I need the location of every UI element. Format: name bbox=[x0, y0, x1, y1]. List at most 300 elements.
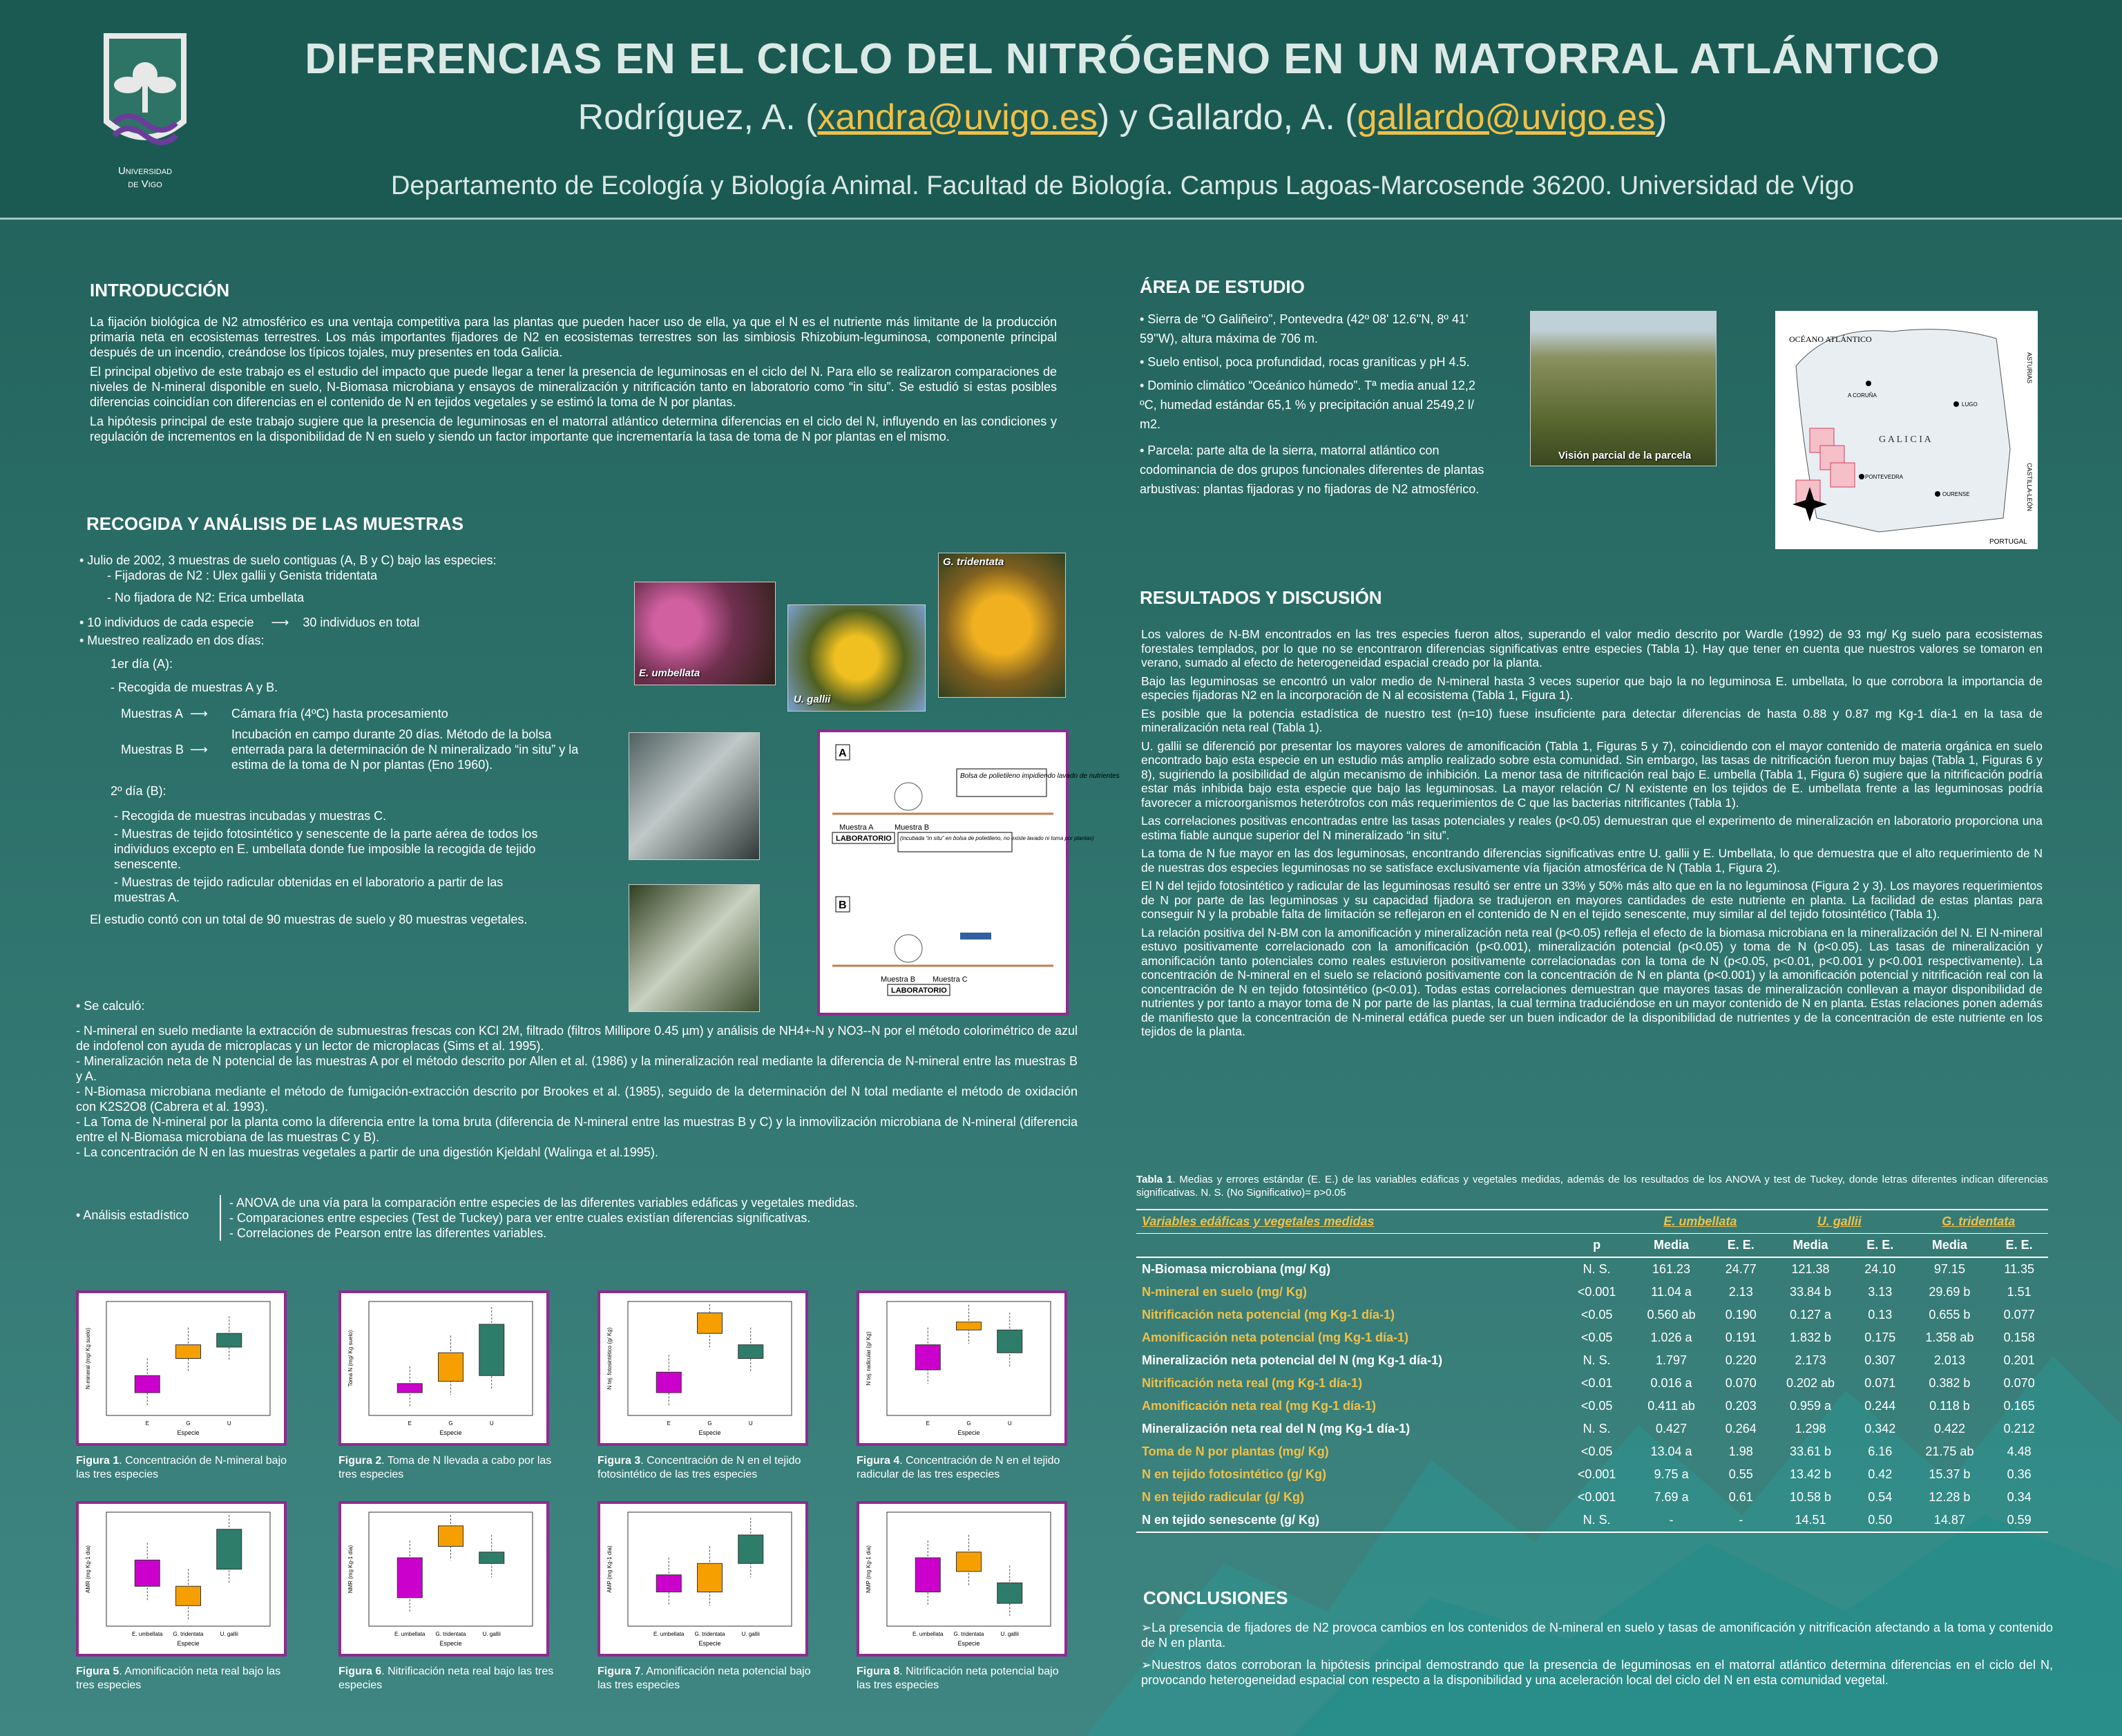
photo-bag-sample bbox=[629, 732, 760, 860]
area-b4: • Parcela: parte alta de la sierra, matorral atlántico con codominancia de dos grupos funcionales diferentes de plantas arbustivas: plantas fijadoras y no fijadoras de N2 atmosférico. bbox=[1140, 443, 1484, 496]
x-axis-label: Especie bbox=[698, 1429, 721, 1436]
map-asturias: ASTURIAS bbox=[2026, 352, 2033, 384]
table-row-label: Amonificación neta real (mg Kg-1 día-1) bbox=[1142, 1399, 1377, 1413]
x-tick-label: G. tridentata bbox=[173, 1631, 204, 1637]
university-logo bbox=[97, 19, 193, 158]
results-p1: Los valores de N-BM encontrados en las tres especies fueron altos, superando el valor medio descrito por Wardle (1992) de 93 mg/ Kg suelo para ecosistemas forestales templados, por lo que no se encontraron diferencias significativas entre especies (Tabla 1). Hay que tener en cuenta que nuestros valores se tomaron en verano, sumado al efecto de heterogeneidad espacial creado por la planta. bbox=[1141, 627, 2043, 669]
table-h-g: G. tridentata bbox=[1942, 1214, 2016, 1228]
box-2 bbox=[997, 1330, 1022, 1353]
boxplot-6 bbox=[341, 1504, 546, 1654]
map-ourense: OURENSE bbox=[1942, 491, 1970, 497]
table-row-label: N-Biomasa microbiana (mg/ Kg) bbox=[1142, 1262, 1331, 1276]
table-row-label: Amonificación neta potencial (mg Kg-1 día-1) bbox=[1142, 1330, 1409, 1344]
table-cell: 2.13 bbox=[1728, 1285, 1753, 1299]
results-p4: U. gallii se diferenció por presentar los mayores valores de amonificación (Tabla 1, Figuras 5 y 7), coincidiendo con el mayor contenido de materia orgánica en suelo encontrado bajo esta especie en un estudio más amplio realizado sobre esta comunidad. Sin embargo, las tasas de nitrificación fueron muy bajas (Tabla 1, Figuras 6 y 8), sugiriendo la posibilidad de algún mecanismo de inhibición. La menor tasa de nitrificación real bajo E. umbella (Tabla 1, Figura 6) sugiere que la nitrificación podría estar más inhibida bajo esta especie que bajo las leguminosas. La mayor relación C/ N existente en los tejidos de E. umbellata frente a las leguminosas podría favorecer a microorganismos heterótrofos con más requerimientos de C que las bacterias nitrificantes (Tabla 1). bbox=[1141, 738, 2043, 810]
author1: Rodríguez, A. ( bbox=[577, 97, 818, 137]
table-cell: - bbox=[1739, 1513, 1743, 1527]
logo-line1: Universidad bbox=[117, 165, 173, 177]
methods-l8a: Muestras A bbox=[121, 707, 184, 721]
y-axis-label: AMP (mg Kg-1 día) bbox=[606, 1545, 613, 1593]
map-portugal: PORTUGAL bbox=[1989, 538, 2027, 546]
table-cell: 0.071 bbox=[1864, 1376, 1896, 1390]
boxplot-7 bbox=[600, 1504, 805, 1654]
table-cell: 0.070 bbox=[1725, 1376, 1757, 1390]
table-cell: 0.264 bbox=[1725, 1422, 1757, 1435]
table-h-u: U. gallii bbox=[1817, 1214, 1862, 1228]
x-axis-label: Especie bbox=[957, 1640, 980, 1647]
figure-caption-text: . Concentración de N en el tejido radicular de las tres especies bbox=[857, 1455, 1060, 1480]
methods-l2: - Fijadoras de N2 : Ulex gallii y Genista tridentata bbox=[107, 569, 378, 582]
diag-incub: (incubada “in situ” en bolsa de polietileno, no existe lavado ni toma por plantas) bbox=[900, 835, 1094, 841]
table-row-label: Toma de N por plantas (mg/ Kg) bbox=[1142, 1444, 1329, 1458]
figure-caption-8 bbox=[857, 1665, 1074, 1692]
table-cell: <0.05 bbox=[1580, 1330, 1613, 1344]
map-ocean: OCÉANO ATLÁNTICO bbox=[1789, 334, 1872, 344]
table-cell: 0.422 bbox=[1933, 1422, 1965, 1435]
table-cell: N. S. bbox=[1583, 1262, 1611, 1276]
stat-s1: - ANOVA de una vía para la comparación entre especies de las diferentes variables edáficas y vegetales medidas. bbox=[229, 1196, 859, 1210]
x-tick-label: E bbox=[667, 1420, 671, 1427]
box-1 bbox=[439, 1526, 463, 1547]
x-axis-label: Especie bbox=[177, 1429, 200, 1436]
x-tick-label: U bbox=[748, 1420, 753, 1427]
diag-bolsa: Bolsa de polietileno impidiendo lavado de nutrientes bbox=[960, 772, 1120, 780]
authors bbox=[207, 97, 2038, 138]
table-cell: 1.358 ab bbox=[1925, 1330, 1974, 1344]
box-2 bbox=[997, 1583, 1022, 1603]
figure-1 bbox=[76, 1290, 287, 1446]
box-1 bbox=[176, 1586, 201, 1605]
figure-caption-bold: Figura 3 bbox=[598, 1455, 641, 1467]
table-cell: 97.15 bbox=[1933, 1262, 1965, 1276]
photo-e-umbellata bbox=[634, 582, 776, 685]
table-h-ee-3: E. E. bbox=[2005, 1238, 2033, 1252]
table-cell: 0.959 a bbox=[1789, 1399, 1832, 1413]
x-tick-label: E bbox=[408, 1420, 412, 1427]
box-2 bbox=[738, 1535, 763, 1563]
table-cell: 7.69 a bbox=[1654, 1490, 1689, 1504]
table-row bbox=[1136, 1304, 2048, 1326]
y-axis-label: N tej. fotosintético (g/ Kg) bbox=[606, 1327, 613, 1390]
table-caption bbox=[1136, 1173, 2048, 1199]
table-cell: 0.55 bbox=[1728, 1467, 1753, 1481]
figure-caption-1 bbox=[76, 1454, 294, 1482]
figure-caption-bold: Figura 4 bbox=[857, 1455, 900, 1467]
figure-caption-6 bbox=[338, 1665, 556, 1692]
intro-heading: INTRODUCCIÓN bbox=[90, 280, 230, 301]
figure-caption-7 bbox=[598, 1665, 815, 1692]
diag-lab1: LABORATORIO bbox=[836, 834, 892, 843]
x-axis-label: Especie bbox=[957, 1429, 980, 1436]
calc-c1: - N-mineral en suelo mediante la extracción de submuestras frescas con KCl 2M, filtrado (filtros Millipore 0.45 µm) y análisis de NH4+-N y NO3--N por el método colorimétrico de azul de indofenol con ayuda de microplacas y un lector de microplacas (Sims et al. 1995). bbox=[76, 1024, 1078, 1053]
table-cell: - bbox=[1669, 1513, 1674, 1527]
results-p3: Es posible que la potencia estadística de nuestro test (n=10) fuese insuficiente para detectar diferencias de hasta 0.88 y 0.87 mg Kg-1 día-1 en la tasa de mineralización neta real (Tabla 1). bbox=[1141, 706, 2043, 734]
photo1-caption: E. umbellata bbox=[639, 667, 700, 679]
table-cell: 0.382 b bbox=[1929, 1376, 1971, 1390]
boxplot-4 bbox=[859, 1293, 1064, 1443]
table-cell: N. S. bbox=[1583, 1353, 1611, 1367]
table-cell: <0.05 bbox=[1580, 1444, 1613, 1458]
area-b2: • Suelo entisol, poca profundidad, rocas graníticas y pH 4.5. bbox=[1140, 355, 1470, 369]
table-cell: 29.69 b bbox=[1929, 1285, 1971, 1299]
table-cell: 0.070 bbox=[2003, 1376, 2035, 1390]
methods-l11: - Recogida de muestras incubadas y muestras C. bbox=[114, 809, 387, 823]
y-axis-label: NMR (mg Kg-1 día) bbox=[347, 1545, 354, 1594]
figure-caption-text: . Amonificación neta real bajo las tres especies bbox=[76, 1666, 281, 1691]
x-tick-label: U. gallii bbox=[220, 1631, 238, 1637]
x-tick-label: U bbox=[227, 1420, 231, 1427]
x-axis-label: Especie bbox=[439, 1429, 462, 1436]
table-h-p: p bbox=[1593, 1238, 1601, 1252]
photo3-caption: G. tridentata bbox=[943, 556, 1004, 568]
x-tick-label: U. gallii bbox=[1000, 1631, 1019, 1637]
box-1 bbox=[439, 1353, 463, 1381]
table-cell: 14.87 bbox=[1933, 1513, 1965, 1527]
x-tick-label: G bbox=[448, 1420, 453, 1427]
methods-l13: - Muestras de tejido radicular obtenidas en el laboratorio a partir de las muestras A. bbox=[114, 875, 504, 904]
plot-photo bbox=[1530, 311, 1717, 466]
plot-photo-caption: Visión parcial de la parcela bbox=[1558, 450, 1692, 461]
calc-block bbox=[76, 998, 1078, 1160]
stat-s3: - Correlaciones de Pearson entre las diferentes variables. bbox=[229, 1226, 547, 1240]
logo-line2: de Vigo bbox=[128, 178, 162, 190]
table-row bbox=[1136, 1326, 2048, 1349]
figure-6 bbox=[338, 1501, 549, 1657]
x-tick-label: G bbox=[186, 1420, 191, 1427]
results-p6: La toma de N fue mayor en las dos leguminosas, encontrando diferencias significativas entre U. gallii y E. Umbellata, lo que demuestra que el alto requerimiento de N de nuestras dos especies leguminosas no se satisface exclusivamente vía fijación atmosférica de N (Tabla 1, Figura 2). bbox=[1141, 846, 2043, 875]
logo-text bbox=[90, 164, 200, 191]
table-cell: 0.118 b bbox=[1929, 1399, 1970, 1413]
calc-title: • Se calculó: bbox=[76, 999, 145, 1013]
table-cell: 161.23 bbox=[1652, 1262, 1691, 1276]
methods-l4: • 10 individuos de cada especie bbox=[79, 616, 254, 629]
area-b1: • Sierra de “O Galiñeiro”, Pontevedra (42º 08' 12.6''N, 8º 41' 59''W), altura máxima de 706 m. bbox=[1140, 312, 1469, 345]
figure-5 bbox=[76, 1501, 287, 1657]
methods-l4b: 30 individuos en total bbox=[303, 616, 420, 629]
table-cell: 0.34 bbox=[2007, 1490, 2032, 1504]
table-cell: 121.38 bbox=[1791, 1262, 1830, 1276]
methods-l9b: Incubación en campo durante 20 días. Método de la bolsa enterrada para la determinación de N mineralizado “in situ” y la estima de la toma de N por plantas (Eno 1960). bbox=[231, 727, 579, 772]
map-lugo: LUGO bbox=[1962, 401, 1978, 408]
arrow-icon: ⟶ bbox=[190, 707, 208, 721]
galicia-map bbox=[1775, 311, 2038, 549]
box-1 bbox=[698, 1313, 723, 1334]
table-cell: 11.04 a bbox=[1651, 1285, 1692, 1299]
area-heading: ÁREA DE ESTUDIO bbox=[1140, 276, 1305, 297]
table-cell: 24.10 bbox=[1864, 1262, 1896, 1276]
box-0 bbox=[135, 1375, 160, 1393]
intro-p1: La fijación biológica de N2 atmosférico es una ventaja competitiva para las plantas que pueden hacer uso de ella, ya que el N es el nutriente más limitante de la producción primaria neta en ecosistemas terrestres. Los más importantes fijadores de N2 en ecosistemas terrestres son las simbiosis Rhizobium-leguminosa, componente principal después de un incendio, creándose los típicos tojales, muy presentes en toda Galicia. bbox=[90, 315, 1057, 359]
x-tick-label: E. umbellata bbox=[132, 1631, 163, 1637]
figure-caption-text: . Amonificación neta potencial bajo las tres especies bbox=[598, 1666, 811, 1691]
table-row-label: Mineralización neta potencial del N (mg Kg-1 día-1) bbox=[1142, 1353, 1443, 1367]
figure-caption-text: . Toma de N llevada a cabo por las tres especies bbox=[338, 1455, 552, 1480]
table-cell: <0.01 bbox=[1580, 1376, 1613, 1390]
figure-caption-bold: Figura 6 bbox=[338, 1666, 382, 1677]
calc-c3: - N-Biomasa microbiana mediante el método de fumigación-extracción descrito por Brookes et al. (1985), seguido de la determinación del N total mediante el método de oxidación con K2S2O8 (Cabrera et al. 1993). bbox=[76, 1085, 1078, 1114]
x-tick-label: G bbox=[966, 1420, 971, 1427]
figure-caption-bold: Figura 2 bbox=[338, 1455, 382, 1467]
table-row-label: N en tejido senescente (g/ Kg) bbox=[1142, 1513, 1320, 1527]
poster-title: DIFERENCIAS EN EL CICLO DEL NITRÓGENO EN UN MATORRAL ATLÁNTICO bbox=[305, 35, 1940, 83]
table-cell: 0.220 bbox=[1725, 1353, 1757, 1367]
x-tick-label: E bbox=[926, 1420, 930, 1427]
results-p2: Bajo las leguminosas se encontró un valor medio de N-mineral hasta 3 veces superior que bajo la no leguminosa E. umbellata, lo que corrobora la importancia de especies fijadoras N2 en la incorporación de N al ecosistema (Tabla 1, Figura 1). bbox=[1141, 674, 2043, 702]
calc-c4: - La Toma de N-mineral por la planta como la diferencia entre la toma bruta (diferencia de N-mineral entre las muestras B y C) y la inmovilización microbiana de N-mineral (diferencia entre el N-Biomasa microbiana de las muestras C y B). bbox=[76, 1115, 1078, 1144]
photo-g-tridentata bbox=[938, 553, 1066, 698]
box-0 bbox=[397, 1384, 422, 1393]
y-axis-label: N tej. radicular (g/ Kg) bbox=[866, 1331, 872, 1386]
y-axis-label: N-mineral (mg/ Kg suelo) bbox=[85, 1328, 91, 1389]
table-row bbox=[1136, 1418, 2048, 1440]
methods-heading: RECOGIDA Y ANÁLISIS DE LAS MUESTRAS bbox=[86, 513, 464, 534]
map-coruna: A CORUÑA bbox=[1848, 392, 1877, 399]
figure-caption-3 bbox=[598, 1454, 815, 1482]
methods-l3: - No fijadora de N2: Erica umbellata bbox=[107, 591, 305, 604]
table-row bbox=[1136, 1486, 2048, 1509]
table-caption-bold: Tabla 1 bbox=[1136, 1174, 1173, 1185]
author2: ) y Gallardo, A. ( bbox=[1097, 97, 1357, 137]
photo-u-gallii bbox=[787, 604, 926, 712]
table-cell: <0.001 bbox=[1577, 1467, 1616, 1481]
table-cell: 0.13 bbox=[1868, 1308, 1893, 1322]
figure-3 bbox=[598, 1290, 808, 1446]
table-cell: N. S. bbox=[1583, 1422, 1611, 1435]
x-tick-label: E bbox=[145, 1420, 149, 1427]
table-cell: <0.001 bbox=[1577, 1285, 1616, 1299]
intro-p2: El principal objetivo de este trabajo es el estudio del impacto que puede llegar a tener la presencia de leguminosas en el ciclo del N. Para ello se realizaron comparaciones de niveles de N-mineral disponible en suelo, N-Biomasa microbiana y ensayos de mineralización y nitrificación tanto en laboratorio como “in situ”. Se estudió si estas posibles diferencias coincidían con diferencias en el contenido de N en tejidos vegetales y se estimó la toma de N por plantas. bbox=[90, 365, 1057, 409]
table-cell: 0.165 bbox=[2003, 1399, 2035, 1413]
x-tick-label: E. umbellata bbox=[394, 1631, 426, 1637]
conclusion-2: ➢Nuestros datos corroboran la hipótesis principal demostrando que la presencia de leguminosas en el matorral atlántico determina diferencias en el ciclo del N, provocando heterogeneidad espacial con respecto a la disponibilidad y una aceleración local del ciclo del N en esta comunidad vegetal. bbox=[1141, 1658, 2053, 1687]
table-cell: 0.59 bbox=[2007, 1513, 2032, 1527]
table-cell: 33.61 b bbox=[1789, 1444, 1832, 1458]
x-tick-label: U bbox=[489, 1420, 494, 1427]
table-caption-text: . Medias y errores estándar (E. E.) de las variables edáficas y vegetales medidas, además de los resultados de los ANOVA y test de Tuckey, donde letras diferentes indican diferencias significativas. N. S. (No Significativo)= p>0.05 bbox=[1136, 1174, 2049, 1199]
figure-caption-text: . Nitrificación neta real bajo las tres especies bbox=[338, 1666, 554, 1691]
table-h-media-3: Media bbox=[1931, 1238, 1967, 1252]
diag-b-label: B bbox=[839, 899, 847, 911]
table-cell: 0.655 b bbox=[1929, 1308, 1971, 1322]
figure-caption-2 bbox=[338, 1454, 556, 1482]
table-cell: 0.212 bbox=[2003, 1422, 2035, 1435]
table-cell: 0.016 a bbox=[1650, 1376, 1692, 1390]
box-0 bbox=[656, 1575, 681, 1592]
table-cell: 1.026 a bbox=[1650, 1330, 1692, 1344]
x-tick-label: U bbox=[1007, 1420, 1012, 1427]
results-p7: El N del tejido fotosintético y radicular de las leguminosas resultó ser entre un 33% y 50% más alto que en la no leguminosa (Figura 2 y 3). Los mayores requerimientos de N por parte de las leguminosas y su capacidad fijadora se tradujeron en mayores cantidades de este nutriente en planta. La facilidad de estas plantas para conseguir N y la probable falta de limitación se reflejaron en el contenido de N en el tejido senescente, muy similar al del tejido fotosintético (Tabla 1). bbox=[1141, 879, 2043, 921]
figure-caption-text: . Nitrificación neta potencial bajo las tres especies bbox=[857, 1666, 1059, 1691]
table-cell: 1.832 b bbox=[1789, 1330, 1832, 1344]
x-axis-label: Especie bbox=[177, 1640, 200, 1647]
intro-text bbox=[90, 314, 1057, 448]
diag-a-label: A bbox=[839, 747, 847, 759]
table-row bbox=[1136, 1463, 2048, 1486]
methods-l12: - Muestras de tejido fotosintético y senescente de la parte aérea de todos los individuos excepto en E. umbellata donde fue imposible la recogida de tejido senescente. bbox=[114, 827, 538, 871]
figure-caption-text: . Concentración de N-mineral bajo las tres especies bbox=[76, 1455, 287, 1480]
table-cell: 13.04 a bbox=[1650, 1444, 1692, 1458]
table-row bbox=[1136, 1372, 2048, 1395]
figure-caption-5 bbox=[76, 1665, 294, 1692]
sampling-diagram bbox=[819, 731, 1120, 1014]
table-row-label: Nitrificación neta real (mg Kg-1 día-1) bbox=[1142, 1376, 1363, 1390]
y-axis-label: AMR (mg Kg-1 día) bbox=[85, 1545, 91, 1593]
box-2 bbox=[479, 1552, 504, 1564]
table-cell: 1.98 bbox=[1728, 1444, 1753, 1458]
table-cell: 0.244 bbox=[1864, 1399, 1896, 1413]
x-tick-label: G bbox=[707, 1420, 712, 1427]
table-cell: 0.50 bbox=[1868, 1513, 1893, 1527]
boxplot-5 bbox=[79, 1504, 284, 1654]
arrow-icon: ⟶ bbox=[190, 743, 208, 756]
table-h-var: Variables edáficas y vegetales medidas bbox=[1142, 1214, 1375, 1228]
table-row-label: Nitrificación neta potencial (mg Kg-1 día-1) bbox=[1142, 1308, 1395, 1322]
table-cell: 0.560 ab bbox=[1647, 1308, 1696, 1322]
header-banner bbox=[0, 0, 2122, 220]
x-axis-label: Especie bbox=[439, 1640, 462, 1647]
figure-caption-bold: Figura 5 bbox=[76, 1666, 120, 1677]
box-2 bbox=[217, 1529, 242, 1570]
table-cell: 1.298 bbox=[1795, 1422, 1826, 1435]
table-cell: 21.75 ab bbox=[1925, 1444, 1974, 1458]
table-cell: 33.84 b bbox=[1789, 1285, 1832, 1299]
box-0 bbox=[135, 1560, 160, 1586]
email-link-1[interactable]: xandra@uvigo.es bbox=[817, 97, 1098, 137]
figure-4 bbox=[857, 1290, 1067, 1446]
table-cell: 12.28 b bbox=[1929, 1490, 1971, 1504]
table-cell: 0.191 bbox=[1725, 1330, 1757, 1344]
stat-title: • Análisis estadístico bbox=[76, 1208, 189, 1222]
table-cell: 0.202 ab bbox=[1786, 1376, 1835, 1390]
figure-caption-text: . Concentración de N en el tejido fotosintético de las tres especies bbox=[598, 1455, 801, 1480]
figure-caption-bold: Figura 8 bbox=[857, 1666, 900, 1677]
table-cell: 3.13 bbox=[1868, 1285, 1893, 1299]
table-cell: 0.427 bbox=[1656, 1422, 1688, 1435]
diag-muestra-b2: Muestra B bbox=[881, 975, 916, 984]
diag-muestra-b: Muestra B bbox=[895, 823, 930, 832]
table-cell: <0.05 bbox=[1580, 1399, 1613, 1413]
map-galicia: G A L I C I A bbox=[1879, 435, 1931, 445]
email-link-2[interactable]: gallardo@uvigo.es bbox=[1357, 97, 1656, 137]
boxplot-1 bbox=[79, 1293, 284, 1443]
box-2 bbox=[738, 1345, 763, 1359]
table-cell: 0.36 bbox=[2007, 1467, 2032, 1481]
stat-list bbox=[220, 1195, 1049, 1241]
table-row bbox=[1136, 1440, 2048, 1463]
conclusions-text bbox=[1141, 1620, 2053, 1692]
methods-l1: • Julio de 2002, 3 muestras de suelo contiguas (A, B y C) bajo las especies: bbox=[79, 553, 497, 567]
figure-caption-bold: Figura 7 bbox=[598, 1666, 641, 1677]
box-1 bbox=[176, 1345, 201, 1359]
box-1 bbox=[957, 1322, 982, 1330]
box-0 bbox=[656, 1372, 681, 1393]
department: Departamento de Ecología y Biología Animal. Facultad de Biología. Campus Lagoas-Marcosende 36200. Universidad de Vigo bbox=[390, 171, 1855, 200]
area-text bbox=[1140, 309, 1485, 503]
results-table bbox=[1136, 1209, 2048, 1533]
map-pontevedra: PONTEVEDRA bbox=[1865, 474, 1904, 480]
map-castilla: CASTILLA-LEÓN bbox=[2026, 463, 2033, 512]
figure-caption-4 bbox=[857, 1454, 1074, 1482]
authors-end: ) bbox=[1655, 97, 1667, 137]
table-row bbox=[1136, 1509, 2048, 1532]
table-cell: 0.54 bbox=[1868, 1490, 1893, 1504]
table-cell: N. S. bbox=[1583, 1513, 1611, 1527]
stat-s2: - Comparaciones entre especies (Test de Tuckey) para ver entre cuales existían diferencias significativas. bbox=[229, 1211, 811, 1225]
table-cell: 11.35 bbox=[2004, 1262, 2035, 1276]
box-2 bbox=[217, 1333, 242, 1347]
table-h-ee-1: E. E. bbox=[1727, 1238, 1755, 1252]
table-cell: 0.61 bbox=[1728, 1490, 1753, 1504]
table-row bbox=[1136, 1281, 2048, 1304]
boxplot-2 bbox=[341, 1293, 546, 1443]
table-cell: 2.013 bbox=[1933, 1353, 1965, 1367]
box-0 bbox=[915, 1345, 940, 1370]
figure-7 bbox=[598, 1501, 808, 1657]
table-row-label: Mineralización neta real del N (mg Kg-1 día-1) bbox=[1142, 1422, 1411, 1435]
arrow-icon: ⟶ bbox=[271, 616, 289, 629]
boxplot-3 bbox=[600, 1293, 805, 1443]
box-1 bbox=[957, 1552, 982, 1572]
box-0 bbox=[397, 1558, 422, 1598]
diag-muestra-a: Muestra A bbox=[839, 823, 874, 832]
x-tick-label: G. tridentata bbox=[694, 1631, 725, 1637]
table-cell: 0.158 bbox=[2003, 1330, 2035, 1344]
table-cell: <0.05 bbox=[1580, 1308, 1613, 1322]
y-axis-label: NMP (mg Kg-1 día) bbox=[866, 1545, 872, 1593]
boxplot-8 bbox=[859, 1504, 1064, 1654]
photo2-caption: U. gallii bbox=[794, 694, 831, 705]
box-1 bbox=[698, 1563, 723, 1592]
calc-c5: - La concentración de N en las muestras vegetales a partir de una digestión Kjeldahl (Walinga et al.1995). bbox=[76, 1145, 658, 1159]
methods-l7: - Recogida de muestras A y B. bbox=[111, 680, 278, 694]
x-tick-label: U. gallii bbox=[482, 1631, 501, 1637]
table-cell: 0.190 bbox=[1725, 1308, 1757, 1322]
methods-list bbox=[79, 553, 618, 927]
table-cell: 0.342 bbox=[1864, 1422, 1896, 1435]
x-tick-label: E. umbellata bbox=[912, 1631, 944, 1637]
results-p8: La relación positiva del N-BM con la amonificación y mineralización neta real (p<0.05) refleja el efecto de la biomasa microbiana en la mineralización del N. El N-mineral estuvo positivamente correlacionado con la amonificación (p<0.001), mineralización potencial (p<0.05) y toma de N (p<0.05). Las tasas de mineralización y amonificación tanto potenciales como reales estuvieron positivamente correlacionadas con la toma de N (p<0.05, p<0.01, p<0.001 y p<0.001 respectivamente). La concentración de N-mineral en el suelo se relacionó positivamente con la concentración de N en planta (p<0.001) y la amonificación potencial y nitrificación real con la concentración de N en tejido fotosintético (p<0.01). Todas estas correlaciones demuestran que mayores tasas de mineralización conllevan a mayor disponibilidad de nutrientes y por tanto a mayor toma de N por parte de las plantas, la cual termina traduciéndose en un mayor contenido de N en planta. Estas relaciones ponen además de manifiesto que la concentración de N-mineral edáfica puede ser un buen indicador de la disponibilidad de nutrientes y de la concentración de este nutriente en los tejidos de la planta. bbox=[1141, 925, 2043, 1038]
table-cell: 0.077 bbox=[2003, 1308, 2035, 1322]
table-cell: <0.001 bbox=[1577, 1490, 1616, 1504]
calc-c2: - Mineralización neta de N potencial de las muestras A por el método descrito por Allen et al. (1986) y la mineralización real mediante la diferencia de N-mineral entre las muestras B y A. bbox=[76, 1054, 1078, 1083]
table-cell: 6.16 bbox=[1868, 1444, 1893, 1458]
table-h-media-1: Media bbox=[1654, 1238, 1690, 1252]
results-heading: RESULTADOS Y DISCUSIÓN bbox=[1140, 587, 1382, 608]
table-cell: 2.173 bbox=[1795, 1353, 1826, 1367]
figure-2 bbox=[338, 1290, 549, 1446]
table-cell: 9.75 a bbox=[1654, 1467, 1689, 1481]
table-cell: 0.307 bbox=[1864, 1353, 1896, 1367]
y-axis-label: Toma N (mg/ Kg suelo) bbox=[347, 1330, 354, 1387]
table-cell: 0.411 ab bbox=[1647, 1399, 1695, 1413]
table-row bbox=[1136, 1257, 2048, 1281]
diag-muestra-c: Muestra C bbox=[933, 975, 968, 984]
intro-p3: La hipótesis principal de este trabajo sugiere que la presencia de leguminosas en el matorral atlántico determina diferencias en el ciclo del N, influyendo en las condiciones y regulación de incrementos en la disponibilidad de N en suelo y siendo un factor importante que incrementaría la tasa de toma de N por plantas en el mismo. bbox=[90, 414, 1057, 443]
results-p5: Las correlaciones positivas encontradas entre las tasas potenciales y reales (p<0.05) demuestran que el experimento de mineralización en laboratorio proporciona una estima fiable aunque superior del N mineralizado “in situ”. bbox=[1141, 814, 2043, 842]
table-row-label: N-mineral en suelo (mg/ Kg) bbox=[1142, 1285, 1308, 1299]
table-cell: 0.127 a bbox=[1789, 1308, 1832, 1322]
box-2 bbox=[479, 1324, 504, 1375]
table-cell: 13.42 b bbox=[1789, 1467, 1832, 1481]
table-row-label: N en tejido fotosintético (g/ Kg) bbox=[1142, 1467, 1326, 1481]
table-cell: 4.48 bbox=[2007, 1444, 2032, 1458]
figure-caption-bold: Figura 1 bbox=[76, 1455, 120, 1467]
diag-lab2: LABORATORIO bbox=[891, 986, 947, 995]
x-tick-label: G. tridentata bbox=[953, 1631, 984, 1637]
methods-l9a: Muestras B bbox=[121, 743, 184, 756]
table-cell: 10.58 b bbox=[1789, 1490, 1832, 1504]
box-0 bbox=[915, 1558, 940, 1592]
